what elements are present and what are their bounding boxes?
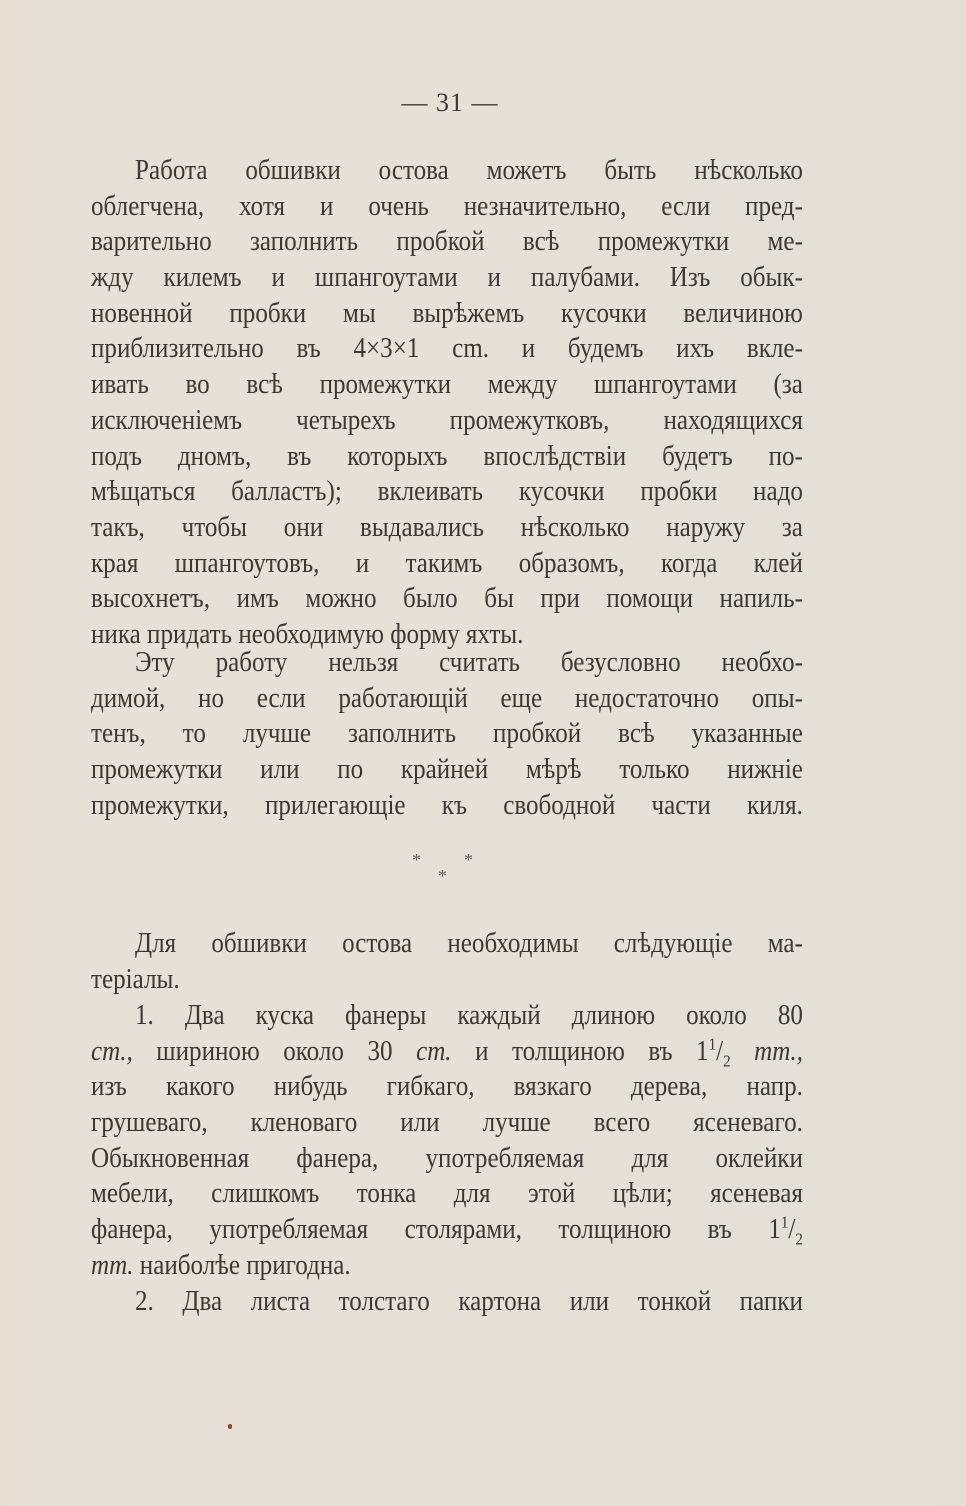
text-line (91, 1212, 803, 1248)
text-line: облегчена, хотя и очень незначительно, если пред- (91, 190, 803, 222)
text-line: ника придать необходимую форму яхты. (91, 618, 524, 650)
text-fragment: наиболѣе пригодна. (133, 1249, 351, 1281)
text-line: ивать во всѣ промежутки между шпангоутами (за (91, 369, 803, 401)
unit-cm: cm. (416, 1035, 452, 1067)
paragraph-optional-work (91, 645, 803, 823)
text-line: варительно заполнить пробкой всѣ промежутки ме- (91, 226, 803, 258)
text-fragment: фанера, употребляемая столярами, толщиною въ 1 (91, 1214, 781, 1246)
paragraph-cork-filling (91, 153, 803, 653)
unit-cm: cm., (91, 1035, 133, 1067)
text-line: новенной пробки мы вырѣжемъ кусочки величиною (91, 297, 803, 329)
text-line: мебели, слишкомъ тонка для этой цѣли; ясеневая (91, 1178, 803, 1210)
asterisk-icon: * (464, 850, 473, 870)
text-line: Работа обшивки остова можетъ быть нѣсколько (135, 155, 803, 186)
text-line: такъ, чтобы они выдавались нѣсколько наружу за (91, 511, 803, 543)
fraction-denominator: 2 (795, 1229, 803, 1249)
paper-speck (228, 1424, 232, 1429)
text-fragment: шириною около 30 (132, 1035, 417, 1067)
unit-mm: mm. (91, 1249, 134, 1281)
fraction-slash: / (788, 1214, 796, 1246)
materials-item-1 (91, 998, 803, 1284)
text-line: Для обшивки остова необходимы слѣдующiе ма- (135, 928, 803, 959)
text-line: изъ какого нибудь гибкаго, вязкаго дерева, напр. (91, 1071, 803, 1103)
text-line: подъ дномъ, въ которыхъ впослѣдствiи будетъ по- (91, 440, 803, 472)
text-line (91, 1034, 803, 1070)
fraction-slash: / (716, 1035, 724, 1067)
fraction-denominator: 2 (723, 1051, 731, 1071)
page-number: — 31 — (401, 88, 499, 117)
text-line: Обыкновенная фанера, употребляемая для оклейки (91, 1142, 803, 1174)
asterisk-icon: * (412, 850, 421, 870)
asterism-separator (404, 850, 494, 890)
text-line: димой, но если работающiй еще недостаточно опы- (91, 682, 803, 714)
text-line: Эту работу нельзя считать безусловно необхо- (135, 647, 803, 678)
text-line: края шпангоутовъ, и такимъ образомъ, когда клей (91, 547, 803, 579)
text-line: исключенiемъ четырехъ промежутковъ, находящихся (91, 404, 803, 436)
text-line: жду килемъ и шпангоутами и палубами. Изъ обык- (91, 262, 803, 294)
text-line: тенъ, то лучше заполнить пробкой всѣ указанные (91, 718, 803, 750)
asterisk-icon: * (438, 866, 447, 886)
text-line: 1. Два куска фанеры каждый длиною около 80 (135, 1000, 803, 1031)
text-line: грушеваго, кленоваго или лучше всего ясеневаго. (91, 1107, 803, 1139)
materials-item-2 (91, 1284, 803, 1320)
text-line: приблизительно въ 4×3×1 cm. и будемъ ихъ вкле- (91, 333, 803, 365)
fraction-numerator: 1 (780, 1212, 789, 1232)
text-line: промежутки, прилегающiе къ свободной части киля. (91, 789, 803, 821)
text-line: 2. Два листа толстаго картона или тонкой папки (135, 1286, 803, 1317)
text-line: высохнетъ, имъ можно было бы при помощи напиль- (91, 583, 803, 615)
text-line: терiалы. (91, 963, 180, 995)
text-fragment: и толщиною въ 1 (451, 1035, 709, 1067)
fraction-numerator: 1 (708, 1034, 717, 1054)
unit-mm: mm., (730, 1035, 803, 1067)
paragraph-materials-intro (91, 926, 803, 997)
text-line: мѣщаться балластъ); вклеивать кусочки пробки надо (91, 476, 803, 508)
text-line: промежутки или по крайней мѣрѣ только нижнiе (91, 754, 803, 786)
text-line (91, 1248, 803, 1284)
